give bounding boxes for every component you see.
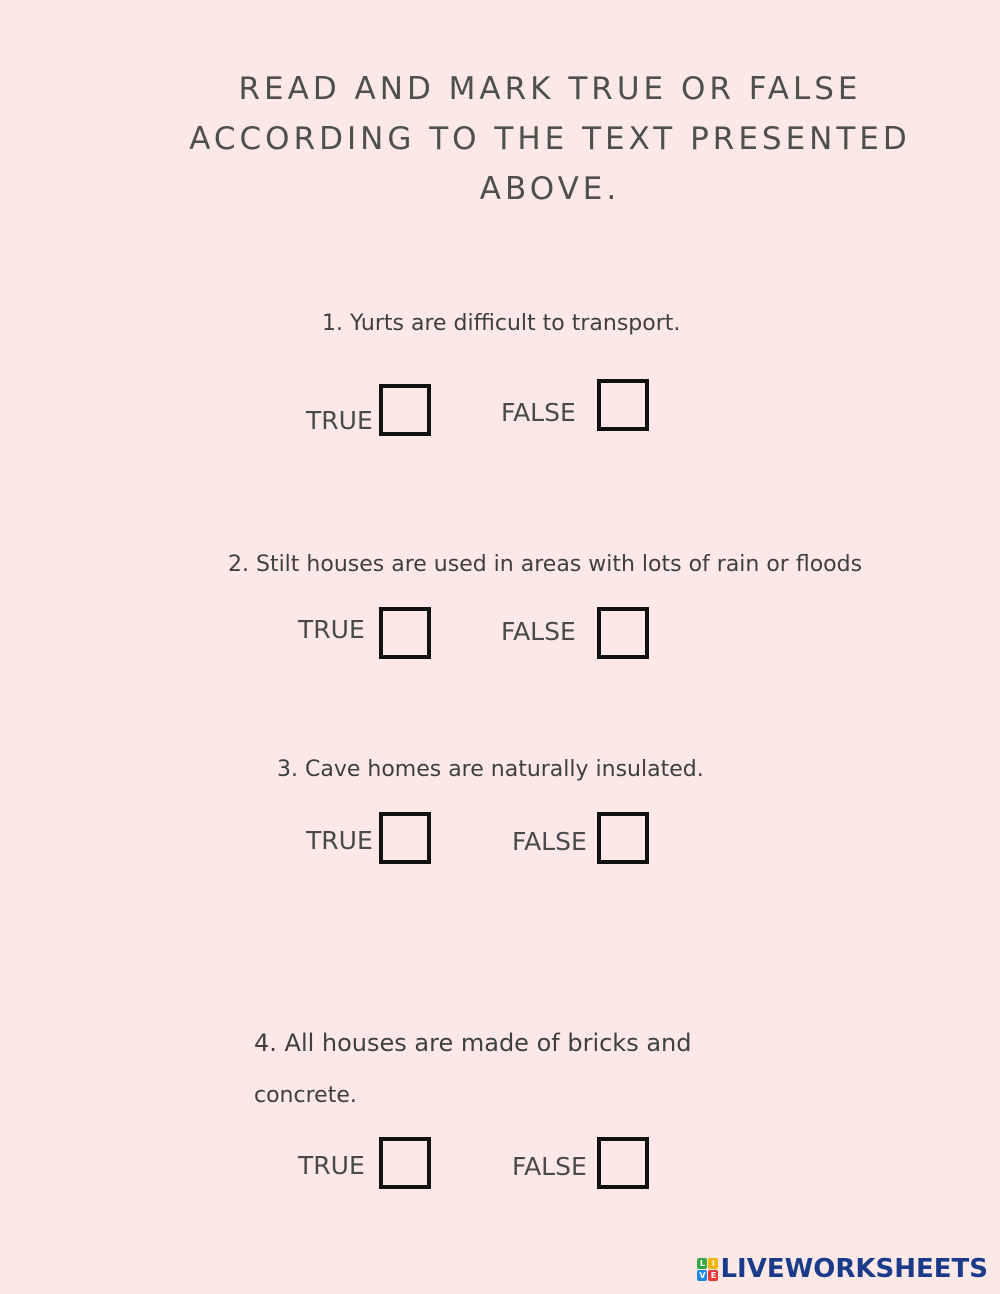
q4-true-checkbox[interactable]: [379, 1137, 431, 1189]
question-2-text: 2. Stilt houses are used in areas with lots of rain or floods: [228, 552, 863, 577]
logo-mark-e: E: [708, 1270, 718, 1281]
title-line-3: ABOVE.: [479, 171, 621, 207]
q3-true-checkbox[interactable]: [379, 812, 431, 864]
question-4-text-line-1: 4. All houses are made of bricks and: [254, 1029, 692, 1057]
q1-true-label: TRUE: [306, 406, 373, 435]
q3-false-label: FALSE: [512, 827, 587, 856]
instructions-title: [150, 64, 950, 214]
q2-true-label: TRUE: [298, 615, 365, 644]
q4-false-checkbox[interactable]: [597, 1137, 649, 1189]
logo-mark-l: L: [697, 1258, 707, 1269]
q3-true-label: TRUE: [306, 826, 373, 855]
q2-true-checkbox[interactable]: [379, 607, 431, 659]
logo-mark-i: I: [708, 1258, 718, 1269]
q2-false-checkbox[interactable]: [597, 607, 649, 659]
q4-true-label: TRUE: [298, 1151, 365, 1180]
logo-mark-v: V: [699, 1270, 706, 1280]
q3-false-checkbox[interactable]: [597, 812, 649, 864]
title-line-2: ACCORDING TO THE TEXT PRESENTED: [189, 121, 911, 157]
logo-mark-icon: [697, 1258, 718, 1281]
logo-text: LIVEWORKSHEETS: [720, 1254, 988, 1284]
question-3-text: 3. Cave homes are naturally insulated.: [277, 757, 704, 782]
q1-true-checkbox[interactable]: [379, 384, 431, 436]
question-1-text: 1. Yurts are difficult to transport.: [322, 311, 681, 336]
q4-false-label: FALSE: [512, 1152, 587, 1181]
title-line-1: READ AND MARK TRUE OR FALSE: [238, 71, 862, 107]
q2-false-label: FALSE: [501, 617, 576, 646]
question-4-text-line-2: concrete.: [254, 1083, 357, 1108]
liveworksheets-logo: [697, 1254, 988, 1284]
q1-false-checkbox[interactable]: [597, 379, 649, 431]
q1-false-label: FALSE: [501, 398, 576, 427]
